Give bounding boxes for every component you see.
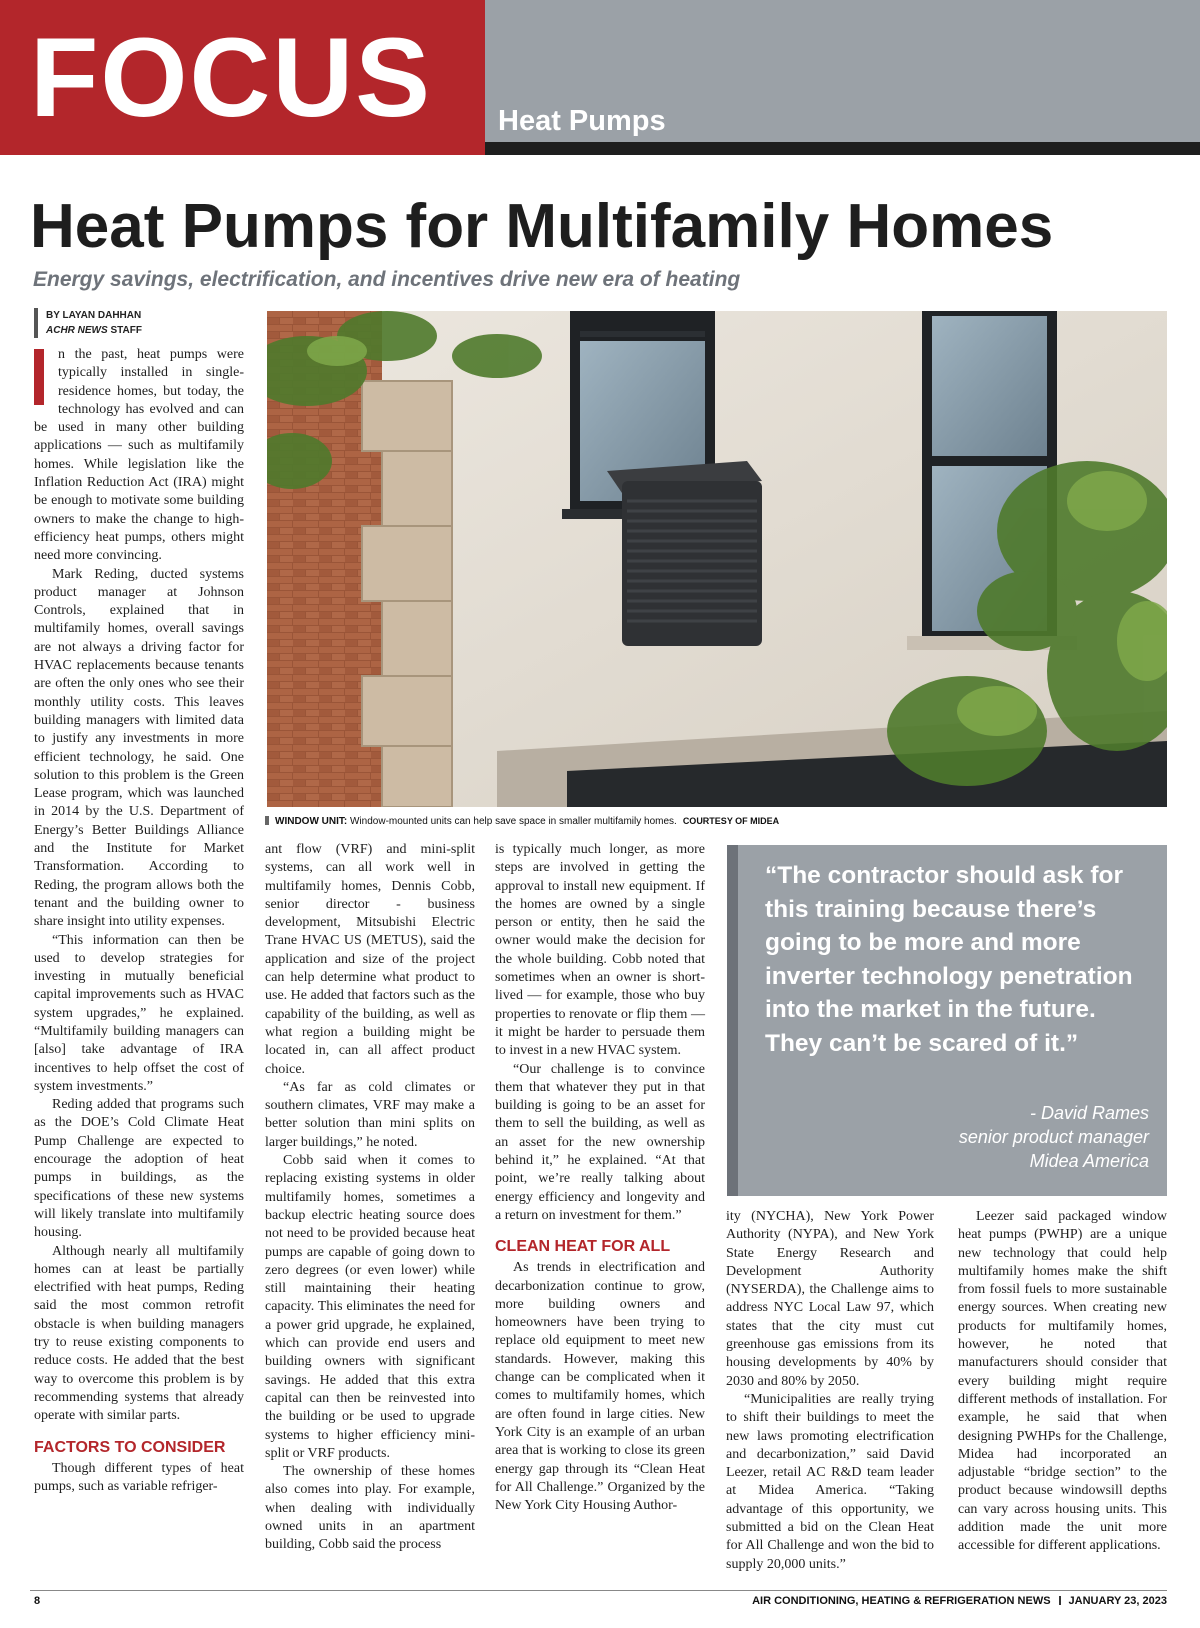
paragraph: As trends in electrification and decarbonization continue to grow, more building owners and homeowners have been trying to replace old equipment to meet new standards. However, making this change can be complicated when it comes to multifamily homes, which are often found in large cities. New York City is an example of an urban area that is working to close its green energy gap through its “Clean Heat for All Challenge.” Organized by the New York City Housing Author- <box>495 1260 705 1514</box>
footer-rule <box>30 1590 1167 1591</box>
column-4 <box>726 1208 934 1574</box>
caption-marker <box>265 816 269 825</box>
pull-quote <box>727 845 1167 1196</box>
paragraph: “This information can then be used to develop strategies for investing in mutually beneficial capital improvements such as HVAC system upgrades,” he explained. “Multifamily building managers can [also] take advantage of IRA incentives to help offset the cost of system investments.” <box>34 932 244 1094</box>
byline-author: BY LAYAN DAHHAN <box>46 310 142 321</box>
pull-quote-attribution <box>959 1101 1149 1173</box>
section-rule <box>485 142 1200 155</box>
deck: Energy savings, electrification, and incentives drive new era of heating <box>33 268 741 291</box>
paragraph: The ownership of these homes also comes into play. For example, when dealing with individually owned units in an apartment building, Cobb said the process <box>265 1464 475 1553</box>
quote-author-company: Midea America <box>1029 1151 1149 1171</box>
paragraph: ant flow (VRF) and mini-split systems, can all work well in multifamily homes, Dennis Cobb, senior director - business development, Mitsubishi Electric Trane HVAC US (METUS), said the application and size of the project can help determine what product to use. He added that factors such as the capability of the building, as well as what region a building might be located in, can all affect product choice. <box>265 842 475 1077</box>
byline-staff-label: STAFF <box>107 325 142 336</box>
paragraph <box>34 346 244 566</box>
byline <box>34 308 142 338</box>
issue-date: JANUARY 23, 2023 <box>1068 1595 1167 1607</box>
paragraph: “As far as cold climates or southern climates, VRF may make a better solution than mini splits on larger buildings,” he noted. <box>265 1079 475 1150</box>
caption-label: WINDOW UNIT: <box>275 816 348 827</box>
article-photo <box>267 311 1167 807</box>
paragraph: Although nearly all multifamily homes can at least be partially electrified with heat pumps, Reding said the most common retrofit obstacle is when building managers try to reuse existing components to reduce costs. He added that the best way to overcome this problem is by recommending systems that already operate with similar parts. <box>34 1243 244 1424</box>
column-2 <box>265 841 475 1555</box>
paragraph: Leezer said packaged window heat pumps (PWHP) are a unique new technology that could help multifamily homes make the shift from fossil fuels to more sustainable energy sources. When creating new products for multifamily homes, however, he noted that manufacturers should consider that every building might require different methods of installation. For example, he said that when designing PWHPs for the Challenge, Midea had incorporated an adjustable “bridge section” to the product because windowsill depths can vary across housing units. This addition made the unit more accessible for different applications. <box>958 1209 1167 1554</box>
quote-author: - David Rames <box>1029 1103 1149 1123</box>
paragraph: “Municipalities are really trying to shift their buildings to meet the new laws promoting electrification and decarbonization,” said David Leezer, retail AC R&D team leader at Midea America. “Taking advantage of this opportunity, we submitted a bid on the Clean Heat for All Challenge and won the bid to supply 20,000 units.” <box>726 1391 934 1572</box>
subhead-factors: FACTORS TO CONSIDER <box>34 1438 226 1456</box>
topic-label: Heat Pumps <box>498 105 666 137</box>
paragraph: Cobb said when it comes to replacing existing systems in older multifamily homes, sometimes a backup electric heating source does not need to be provided because heat pumps are capable of going down to zero degrees (or even lower) while still maintaining their heating capacity. This eliminates the need for a power grid upgrade, he explained, which can provide end users and building owners with significant savings. He added that this extra capital can then be reinvested into the building or be used to upgrade systems to higher efficiency mini-split or VRF products. <box>265 1153 475 1461</box>
footer-publication <box>752 1594 1167 1608</box>
drop-cap <box>34 349 44 405</box>
byline-staff <box>46 323 142 338</box>
byline-outlet: ACHR NEWS <box>46 325 108 336</box>
paragraph: ity (NYCHA), New York Power Authority (NYPA), and New York State Energy Research and Development Authority (NYSERDA), the Challenge aims to address NYC Local Law 97, which states that the city must cut greenhouse gas emissions from its housing developments by 40% by 2030 and 80% by 2050. <box>726 1209 934 1389</box>
caption-text: Window-mounted units can help save space in smaller multifamily homes. <box>347 816 677 827</box>
column-5 <box>958 1208 1167 1556</box>
window-unit-illustration <box>267 311 1167 807</box>
column-1 <box>34 346 244 1496</box>
headline: Heat Pumps for Multifamily Homes <box>30 192 1054 261</box>
photo-credit: COURTESY OF MIDEA <box>682 816 780 826</box>
pull-quote-text: “The contractor should ask for this training because there’s going to be more and more inverter technology penetration into the market in the future. They can’t be scared of it.” <box>765 862 1133 1057</box>
paragraph: Though different types of heat pumps, such as variable refriger- <box>34 1460 244 1494</box>
paragraph: is typically much longer, as more steps are involved in getting the approval to install new equipment. If the homes are owned by a single person or entity, then he said the owner would make the decision for the whole building. Cobb noted that sometimes when an owner is short-lived — for example, those who buy properties to renovate or flip them — it might be harder to persuade them to invest in a new HVAC system. <box>495 842 705 1059</box>
quote-author-title: senior product manager <box>958 1127 1149 1147</box>
subhead-clean-heat: CLEAN HEAT FOR ALL <box>495 1238 671 1256</box>
paragraph: “Our challenge is to convince them that whatever they put in that building is going to be an asset for them to sell the building, as well as an asset for the new ownership behind it,” he explained. “At that point, we’re really talking about energy efficiency and longevity and a return on investment for them.” <box>495 1061 705 1223</box>
column-3 <box>495 841 705 1515</box>
photo-caption <box>265 814 1165 829</box>
paragraph: Reding added that programs such as the DOE’s Cold Climate Heat Pump Challenge are expected to encourage the adoption of heat pumps in buildings, as the specifications of these new systems will likely translate into multifamily housing. <box>34 1097 244 1241</box>
paragraph: Mark Reding, ducted systems product manager at Johnson Controls, explained that in multifamily homes, overall savings are not always a driving factor for HVAC replacements because tenants are often the only ones who see their monthly utility costs. This leaves building managers with limited data to justify any investments in more efficient technology, he said. One solution to this problem is the Green Lease program, which was launched in 2014 by the U.S. Department of Energy’s Better Buildings Alliance and the Institute for Market Transformation. According to Reding, the program allows both the tenant and the building owner to share insight into utility expenses. <box>34 566 244 930</box>
footer-separator <box>1059 1596 1061 1605</box>
pull-quote-bar <box>727 845 738 1196</box>
publication-name: AIR CONDITIONING, HEATING & REFRIGERATION NEWS <box>752 1595 1051 1607</box>
paragraph-text: n the past, heat pumps were typically installed in single-residence homes, but today, the technology has evolved and can be used in many other building applications — such as multifamily homes. While legislation like the Inflation Reduction Act (IRA) might be enough to motivate some building owners to make the change to high-efficiency heat pumps, others might need more convincing. <box>34 347 244 564</box>
page-number: 8 <box>34 1595 41 1607</box>
section-title: FOCUS <box>30 15 432 140</box>
